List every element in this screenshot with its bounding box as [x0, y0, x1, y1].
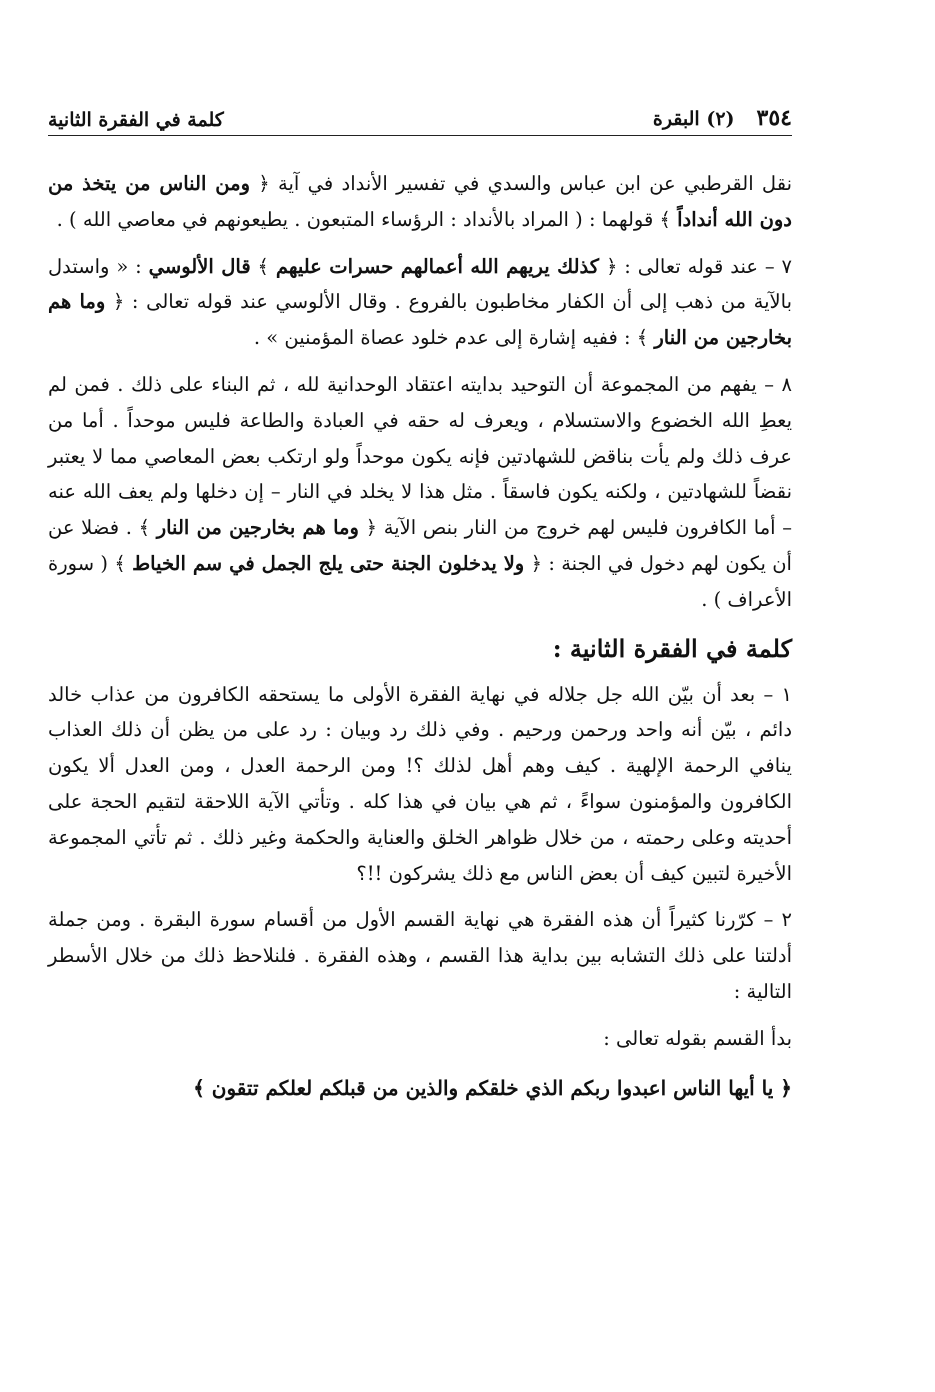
page-number: ٣٥٤ — [756, 105, 792, 131]
header-title: كلمة في الفقرة الثانية — [48, 109, 224, 131]
text: ﴾ : ففيه إشارة إلى عدم خلود عصاة المؤمنين » . — [253, 326, 655, 350]
text: نقل القرطبي عن ابن عباس والسدي في تفسير الأنداد في آية ﴿ — [250, 172, 792, 195]
bold-label: قال الألوسي — [148, 254, 251, 278]
paragraph-8 — [48, 367, 792, 618]
text: ﴾ ( سورة الأعراف ) . — [48, 551, 792, 611]
verse-quote: وما هم بخارجين من النار — [156, 516, 359, 540]
text: ﴾ قولهما : ( المراد بالأنداد : الرؤساء المتبعون . يطيعونهم في معاصي الله ) . — [56, 207, 678, 231]
paragraph-start-line: بدأ القسم بقوله تعالى : — [603, 1026, 792, 1050]
verse-quote: ولا يدخلون الجنة حتى يلج الجمل في سم الخياط — [132, 551, 525, 575]
verse-quote: ومن الناس من يتخذ من دون الله أنداداً — [48, 172, 792, 231]
text: ﴾ — [250, 254, 276, 278]
section-title: كلمة في الفقرة الثانية : — [552, 633, 792, 663]
book-page — [48, 95, 792, 1108]
verse-quote: وما هم بخارجين من النار — [48, 290, 792, 350]
text: ٧ – عند قوله تعالى : ﴿ — [599, 254, 793, 278]
verse-quote: كذلك يريهم الله أعمالهم حسرات عليهم — [275, 254, 600, 278]
paragraph-7 — [48, 249, 792, 356]
paragraph-point-1: ١ – بعد أن بيّن الله جل جلاله في نهاية الفقرة الأولى ما يستحقه الكافرون من عذاب خالد دائم ، بيّن أنه واحد ورحمن ورحيم . وفي ذلك رد وبيان : رد على من يظن أن ذلك العذاب ينافي الرحمة الإلهية . كيف وهم أهل لذلك ؟! ومن الرحمة العدل ، ومن العدل ألا يكون الكافرون والمؤمنون سواءً ، ثم هي بيان في هذا كله . وتأتي الآية اللاحقة لتقيم الحجة على أحديته وعلى رحمته ، من خلال ظواهر الخلق والعناية والحكمة وغير ذلك . ثم تأتي المجموعة الأخيرة لتبين كيف أن بعض الناس مع ذلك يشركون !!؟ — [48, 682, 792, 885]
text: : « واستدل بالآية من ذهب إلى أن الكفار مخاطبون بالفروع . وقال الألوسي عند قوله تعالى : ﴿ — [48, 254, 792, 314]
page-header — [48, 95, 792, 136]
paragraph-point-2: ٢ – كرّرنا كثيراً أن هذه الفقرة هي نهاية القسم الأول من أقسام سورة البقرة . ومن جملة أدلتنا على ذلك التشابه بين بداية هذا القسم ، وهذه الفقرة . فلنلاحظ ذلك من خلال الأسطر التالية : — [48, 908, 792, 1003]
page-content — [48, 166, 792, 1108]
text: ٨ – يفهم من المجموعة أن التوحيد بدايته اعتقاد الوحدانية لله ، ثم البناء على ذلك . فمن لم يعطِ الله الخضوع والاستسلام ، ويعرف له حقه في العبادة والطاعة فليس موحداً . أما من عرف ذلك ولم يأت بناقض للشهادتين فإنه يكون موحداً ولو ارتكب بعض المعاصي مما لا يعتبر نقضاً للشهادتين ، ولكنه يكون فاسقاً . مثل هذا لا يخلد في النار – إن دخلها ولم يعف الله عنه – أما الكافرون فليس لهم خروج من النار بنص الآية ﴿ — [48, 372, 793, 540]
text: ﴾ . فضلا عن أن يكون لهم دخول في الجنة : ﴿ — [48, 516, 792, 575]
surah-name: (٢) البقرة — [652, 108, 735, 130]
paragraph-qurtubi — [48, 166, 792, 238]
header-right — [653, 105, 792, 131]
final-verse: ﴿ يا أيها الناس اعبدوا ربكم الذي خلقكم والذين من قبلكم لعلكم تتقون ﴾ — [193, 1075, 792, 1100]
